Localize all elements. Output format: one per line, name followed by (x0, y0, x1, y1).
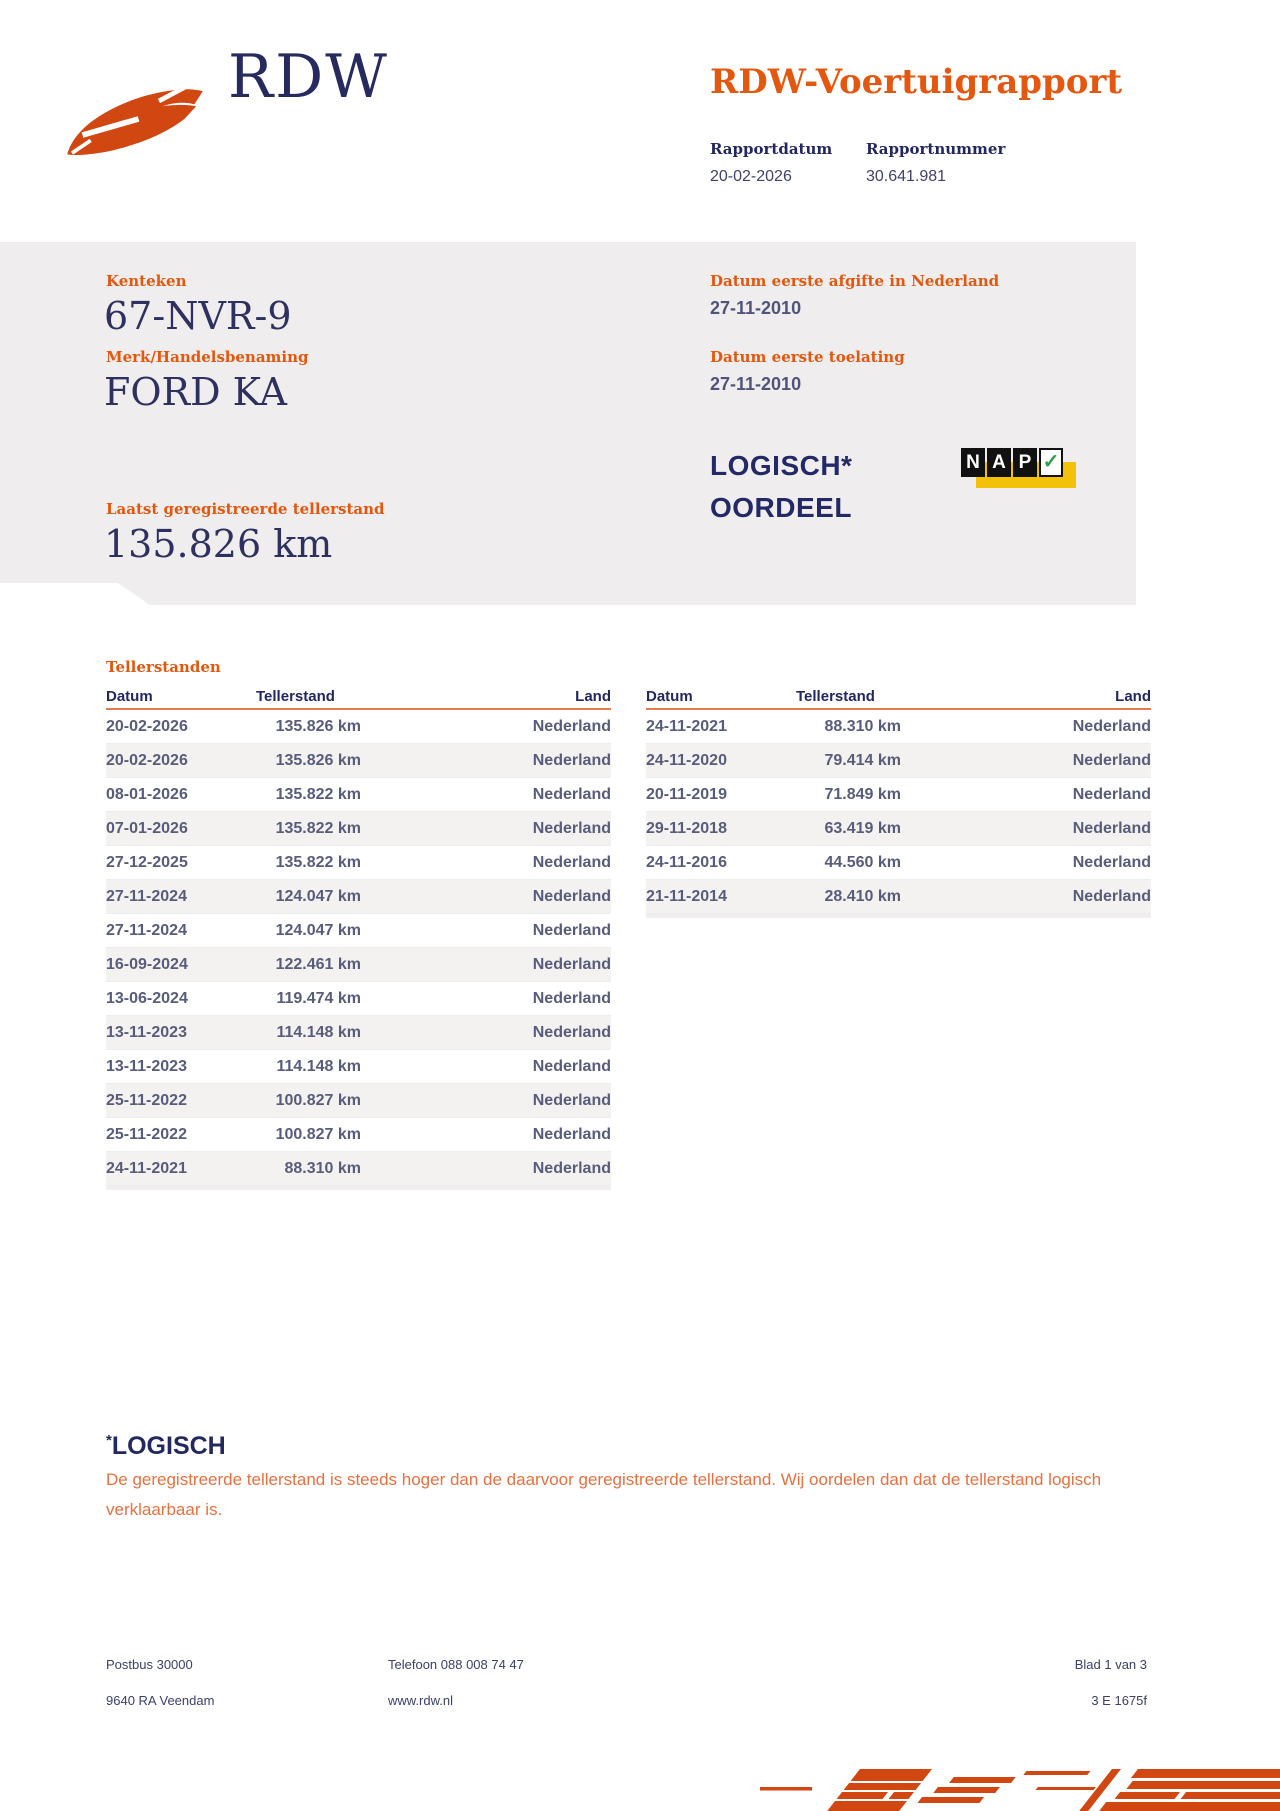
table-row (646, 846, 1151, 880)
table-header-row (106, 688, 611, 710)
cell-tellerstand: 119.474 km (276, 990, 361, 1007)
nap-badge (956, 438, 1082, 496)
cell-tellerstand: 88.310 km (824, 718, 901, 735)
cell-tellerstand: 135.822 km (275, 786, 361, 803)
cell-tellerstand: 135.822 km (275, 854, 361, 871)
cell-datum: 20-02-2026 (106, 752, 188, 769)
cell-tellerstand: 28.410 km (824, 888, 901, 905)
explanation-asterisk: * (106, 1432, 112, 1449)
table-row (106, 1152, 611, 1186)
cell-datum: 24-11-2016 (646, 854, 727, 871)
cell-land: Nederland (1072, 752, 1151, 769)
cell-land: Nederland (532, 1160, 611, 1177)
table-row (106, 1084, 611, 1118)
nap-check-icon: ✓ (1039, 448, 1063, 477)
cell-tellerstand: 63.419 km (824, 820, 901, 837)
cell-datum: 24-11-2021 (106, 1160, 187, 1177)
cell-datum: 25-11-2022 (106, 1126, 187, 1143)
odometer-table-right (646, 688, 1151, 918)
cell-land: Nederland (1072, 854, 1151, 871)
cell-land: Nederland (1072, 888, 1151, 905)
nap-letter-n: N (961, 448, 985, 477)
cell-land: Nederland (532, 752, 611, 769)
first-admission-label: Datum eerste toelating (710, 348, 905, 366)
rdw-swoosh-icon (62, 79, 208, 159)
cell-tellerstand: 124.047 km (275, 922, 361, 939)
cell-datum: 24-11-2021 (646, 718, 727, 735)
rdw-logo-text: RDW (228, 42, 389, 112)
cell-tellerstand: 88.310 km (284, 1160, 361, 1177)
cell-tellerstand: 135.826 km (275, 718, 361, 735)
table-row (646, 710, 1151, 744)
table-row (106, 846, 611, 880)
cell-datum: 07-01-2026 (106, 820, 188, 837)
cell-datum: 08-01-2026 (106, 786, 188, 803)
cell-datum: 16-09-2024 (106, 956, 188, 973)
table-row (106, 710, 611, 744)
first-issue-label: Datum eerste afgifte in Nederland (710, 272, 1000, 290)
cell-land: Nederland (532, 718, 611, 735)
table-body (106, 710, 611, 1190)
footer-website: www.rdw.nl (388, 1693, 454, 1708)
cell-land: Nederland (532, 1092, 611, 1109)
table-row (646, 778, 1151, 812)
table-header-land: Land (575, 688, 611, 705)
cell-land: Nederland (532, 888, 611, 905)
table-row (106, 1016, 611, 1050)
cell-land: Nederland (532, 854, 611, 871)
table-header-row (646, 688, 1151, 710)
cell-datum: 29-11-2018 (646, 820, 727, 837)
table-row (106, 778, 611, 812)
cell-tellerstand: 135.826 km (275, 752, 361, 769)
report-date-label: Rapportdatum (710, 140, 833, 158)
table-header-tellerstand: Tellerstand (796, 688, 875, 705)
table-header-datum: Datum (646, 688, 693, 705)
kenteken-value: 67-NVR-9 (104, 294, 292, 338)
table-header-datum: Datum (106, 688, 153, 705)
cell-datum: 13-11-2023 (106, 1058, 187, 1075)
cell-land: Nederland (1072, 718, 1151, 735)
cell-tellerstand: 100.827 km (275, 1092, 361, 1109)
cell-land: Nederland (532, 1126, 611, 1143)
table-row (106, 982, 611, 1016)
cell-datum: 25-11-2022 (106, 1092, 187, 1109)
kenteken-label: Kenteken (106, 272, 187, 290)
table-row (106, 744, 611, 778)
cell-datum: 27-11-2024 (106, 888, 187, 905)
cell-tellerstand: 44.560 km (824, 854, 901, 871)
report-date-value: 20-02-2026 (710, 168, 792, 185)
table-row (106, 1050, 611, 1084)
cell-datum: 13-11-2023 (106, 1024, 187, 1041)
report-title: RDW-Voertuigrapport (710, 62, 1123, 102)
cell-land: Nederland (532, 990, 611, 1007)
table-row (106, 948, 611, 982)
report-number-value: 30.641.981 (866, 168, 947, 185)
table-row (646, 812, 1151, 846)
cell-tellerstand: 79.414 km (824, 752, 901, 769)
cell-land: Nederland (1072, 786, 1151, 803)
cell-datum: 27-12-2025 (106, 854, 188, 871)
odometer-table-left (106, 688, 611, 1190)
merk-value: FORD KA (104, 370, 287, 414)
table-row (646, 880, 1151, 914)
cell-tellerstand: 122.461 km (275, 956, 361, 973)
mileage-value: 135.826 km (104, 522, 333, 566)
first-admission-value: 27-11-2010 (710, 374, 802, 394)
cell-datum: 20-11-2019 (646, 786, 727, 803)
cell-tellerstand: 71.849 km (824, 786, 901, 803)
cell-land: Nederland (532, 786, 611, 803)
footer-postbus: Postbus 30000 (106, 1657, 193, 1672)
cell-datum: 20-02-2026 (106, 718, 188, 735)
table-row (646, 744, 1151, 778)
table-body (646, 710, 1151, 918)
table-row (106, 914, 611, 948)
cell-tellerstand: 114.148 km (276, 1058, 361, 1075)
footer-page-number: Blad 1 van 3 (1074, 1657, 1147, 1672)
nap-letter-p: P (1013, 448, 1037, 477)
cell-land: Nederland (532, 1024, 611, 1041)
cell-tellerstand: 100.827 km (275, 1126, 361, 1143)
first-issue-value: 27-11-2010 (710, 298, 802, 318)
footer-form-code: 3 E 1675f (1091, 1693, 1147, 1708)
footer-city: 9640 RA Veendam (106, 1693, 215, 1708)
cell-datum: 27-11-2024 (106, 922, 187, 939)
cell-datum: 21-11-2014 (646, 888, 727, 905)
explanation-text: De geregistreerde tellerstand is steeds hoger dan de daarvoor geregistreerde tellerstand. Wij oordelen dan dat de tellerstand logisch verklaarbaar is. (106, 1470, 1102, 1519)
verdict-line2: OORDEEL (710, 492, 852, 523)
table-row (106, 1118, 611, 1152)
explanation-title: LOGISCH (111, 1432, 226, 1460)
cell-land: Nederland (532, 922, 611, 939)
footer-phone: Telefoon 088 008 74 47 (388, 1657, 524, 1672)
table-row (106, 880, 611, 914)
cell-tellerstand: 114.148 km (276, 1024, 361, 1041)
explanation-heading (106, 1432, 226, 1461)
cell-land: Nederland (532, 820, 611, 837)
cell-tellerstand: 124.047 km (275, 888, 361, 905)
mileage-label: Laatst geregistreerde tellerstand (106, 500, 385, 518)
cell-land: Nederland (1072, 820, 1151, 837)
cell-land: Nederland (532, 956, 611, 973)
cell-land: Nederland (532, 1058, 611, 1075)
cell-tellerstand: 135.822 km (275, 820, 361, 837)
section-title-tellerstanden: Tellerstanden (106, 658, 221, 676)
cell-datum: 13-06-2024 (106, 990, 188, 1007)
report-number-label: Rapportnummer (866, 140, 1006, 158)
merk-label: Merk/Handelsbenaming (106, 348, 309, 366)
table-header-tellerstand: Tellerstand (256, 688, 335, 705)
nap-letter-a: A (987, 448, 1011, 477)
cell-datum: 24-11-2020 (646, 752, 727, 769)
table-row (106, 812, 611, 846)
bottom-decoration-pattern (760, 1769, 1280, 1811)
table-header-land: Land (1115, 688, 1151, 705)
verdict-line1: LOGISCH* (710, 450, 853, 481)
